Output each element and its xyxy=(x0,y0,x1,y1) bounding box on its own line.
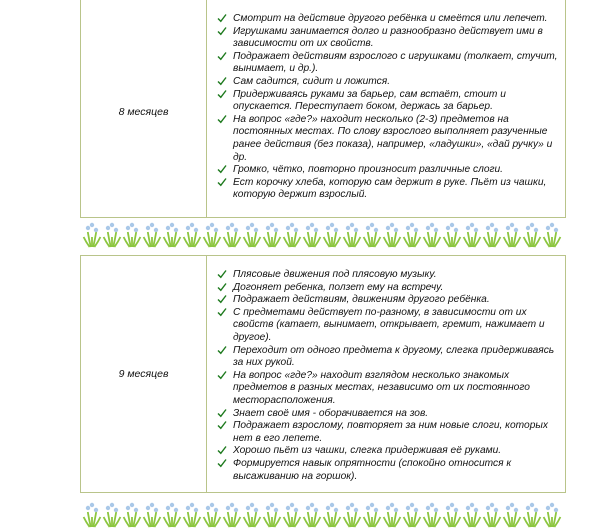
skill-item xyxy=(217,164,559,177)
flower-cluster xyxy=(384,503,401,527)
flower-cluster xyxy=(544,503,561,527)
skills-list xyxy=(217,269,559,483)
checkmark-icon xyxy=(217,408,229,420)
skill-text: С предметами действует по-разному, в зависимости от их свойств (катает, вынимает, открывает, гремит, нажимает и другое). xyxy=(233,306,545,343)
skill-item xyxy=(217,114,559,164)
skill-text: Смотрит на действие другого ребёнка и смеётся или лепечет. xyxy=(233,13,548,24)
skill-text: Хорошо пьёт из чашки, слегка придерживая её руками. xyxy=(233,445,502,457)
flower-cluster xyxy=(124,503,141,527)
skill-item xyxy=(217,420,559,445)
age-block-8-months xyxy=(80,0,566,218)
checkmark-icon xyxy=(217,458,229,470)
flower-cluster xyxy=(104,503,121,527)
skill-text: Формируется навык опрятности (спокойно относится к высаживанию на горшок). xyxy=(233,457,512,482)
skill-text: Игрушками занимается долго и разнообразно действует ими в зависимости от их свойств. xyxy=(233,25,543,50)
flower-cluster xyxy=(484,503,501,527)
flower-cluster xyxy=(404,503,421,527)
flower-cluster xyxy=(244,503,261,527)
flower-cluster xyxy=(184,503,201,527)
skill-item xyxy=(217,345,559,370)
flower-cluster xyxy=(344,503,361,527)
flower-border-art xyxy=(82,502,564,528)
skills-list-container xyxy=(207,256,565,492)
skill-item xyxy=(217,76,559,89)
flower-cluster xyxy=(224,223,241,247)
flower-cluster xyxy=(164,223,181,247)
flower-cluster xyxy=(544,223,561,247)
checkmark-icon xyxy=(217,114,229,126)
flower-cluster xyxy=(464,503,481,527)
checkmark-icon xyxy=(217,177,229,189)
flower-cluster xyxy=(204,223,221,247)
flower-cluster xyxy=(484,223,501,247)
flower-cluster xyxy=(524,503,541,527)
checkmark-icon xyxy=(217,164,229,176)
flower-cluster xyxy=(184,223,201,247)
flower-cluster xyxy=(164,503,181,527)
skill-item xyxy=(217,89,559,114)
flower-cluster xyxy=(304,223,321,247)
skill-text: Подражает действиям, движениям другого ребёнка. xyxy=(233,294,490,306)
skill-text: На вопрос «где?» находит несколько (2-3) предметов на постоянных местах. По слову взрослого выполняет разученные ранее действия (без показа), например, «ладушки», «дай ручку» и др. xyxy=(233,113,553,163)
flower-cluster xyxy=(224,503,241,527)
skill-item xyxy=(217,445,559,458)
checkmark-icon xyxy=(217,282,229,294)
checkmark-icon xyxy=(217,420,229,432)
checkmark-icon xyxy=(217,26,229,38)
checkmark-icon xyxy=(217,294,229,306)
checkmark-icon xyxy=(217,370,229,382)
flower-cluster xyxy=(284,503,301,527)
skill-text: Плясовые движения под плясовую музыку. xyxy=(233,269,437,280)
flower-border-art xyxy=(82,222,564,248)
flower-cluster xyxy=(304,503,321,527)
flower-cluster xyxy=(424,223,441,247)
skill-text: Придерживаясь руками за барьер, сам встаёт, стоит и опускается. Переступает боком, держась за барьер. xyxy=(233,88,506,113)
flower-cluster xyxy=(444,503,461,527)
checkmark-icon xyxy=(217,76,229,88)
flower-cluster xyxy=(444,223,461,247)
skill-text: Сам садится, сидит и ложится. xyxy=(233,75,391,87)
flower-border-divider xyxy=(82,222,564,248)
skill-item xyxy=(217,294,559,307)
flower-cluster xyxy=(364,223,381,247)
skill-item xyxy=(217,370,559,408)
age-label: 9 месяцев xyxy=(81,256,207,492)
flower-cluster xyxy=(264,223,281,247)
skill-item xyxy=(217,177,559,202)
flower-cluster xyxy=(244,223,261,247)
flower-cluster xyxy=(344,223,361,247)
flower-cluster xyxy=(144,223,161,247)
skill-item xyxy=(217,408,559,421)
skill-item xyxy=(217,458,559,483)
flower-cluster xyxy=(404,223,421,247)
flower-cluster xyxy=(504,223,521,247)
skill-text: Громко, чётко, повторно произносит различные слоги. xyxy=(233,164,504,176)
checkmark-icon xyxy=(217,89,229,101)
skill-item xyxy=(217,51,559,76)
skill-item xyxy=(217,26,559,51)
flower-cluster xyxy=(264,503,281,527)
flower-cluster xyxy=(84,503,101,527)
checkmark-icon xyxy=(217,445,229,457)
flower-cluster xyxy=(204,503,221,527)
flower-cluster xyxy=(104,223,121,247)
flower-cluster xyxy=(84,223,101,247)
checkmark-icon xyxy=(217,51,229,63)
checkmark-icon xyxy=(217,345,229,357)
flower-cluster xyxy=(124,223,141,247)
skill-text: Знает своё имя - оборачивается на зов. xyxy=(233,407,429,419)
flower-cluster xyxy=(324,223,341,247)
skill-text: Подражает действиям взрослого с игрушками (толкает, стучит, вынимает, и др.). xyxy=(233,50,558,75)
skill-text: Ест корочку хлеба, которую сам держит в руке. Пьёт из чашки, которую держит взрослый. xyxy=(233,176,547,201)
skill-item xyxy=(217,307,559,345)
flower-cluster xyxy=(384,223,401,247)
flower-cluster xyxy=(504,503,521,527)
flower-cluster xyxy=(524,223,541,247)
flower-border-divider xyxy=(82,502,564,528)
skill-item xyxy=(217,269,559,282)
skills-list-container xyxy=(207,0,565,217)
checkmark-icon xyxy=(217,269,229,281)
age-label: 8 месяцев xyxy=(81,0,207,217)
skill-text: Переходит от одного предмета к другому, слегка придерживаясь за них рукой. xyxy=(233,344,555,369)
flower-cluster xyxy=(324,503,341,527)
skill-item xyxy=(217,282,559,295)
checkmark-icon xyxy=(217,307,229,319)
flower-cluster xyxy=(284,223,301,247)
flower-cluster xyxy=(424,503,441,527)
age-block-9-months xyxy=(80,255,566,493)
flower-cluster xyxy=(464,223,481,247)
checkmark-icon xyxy=(217,13,229,25)
skills-list xyxy=(217,13,559,202)
skill-item xyxy=(217,13,559,26)
flower-cluster xyxy=(364,503,381,527)
skill-text: Догоняет ребенка, ползет ему на встречу. xyxy=(233,281,444,293)
flower-cluster xyxy=(144,503,161,527)
skill-text: На вопрос «где?» находит взглядом несколько знакомых предметов в разных местах, независимо от их постоянного месторасположения. xyxy=(233,369,530,406)
skill-text: Подражает взрослому, повторяет за ним новые слоги, которых нет в его лепете. xyxy=(233,420,548,444)
